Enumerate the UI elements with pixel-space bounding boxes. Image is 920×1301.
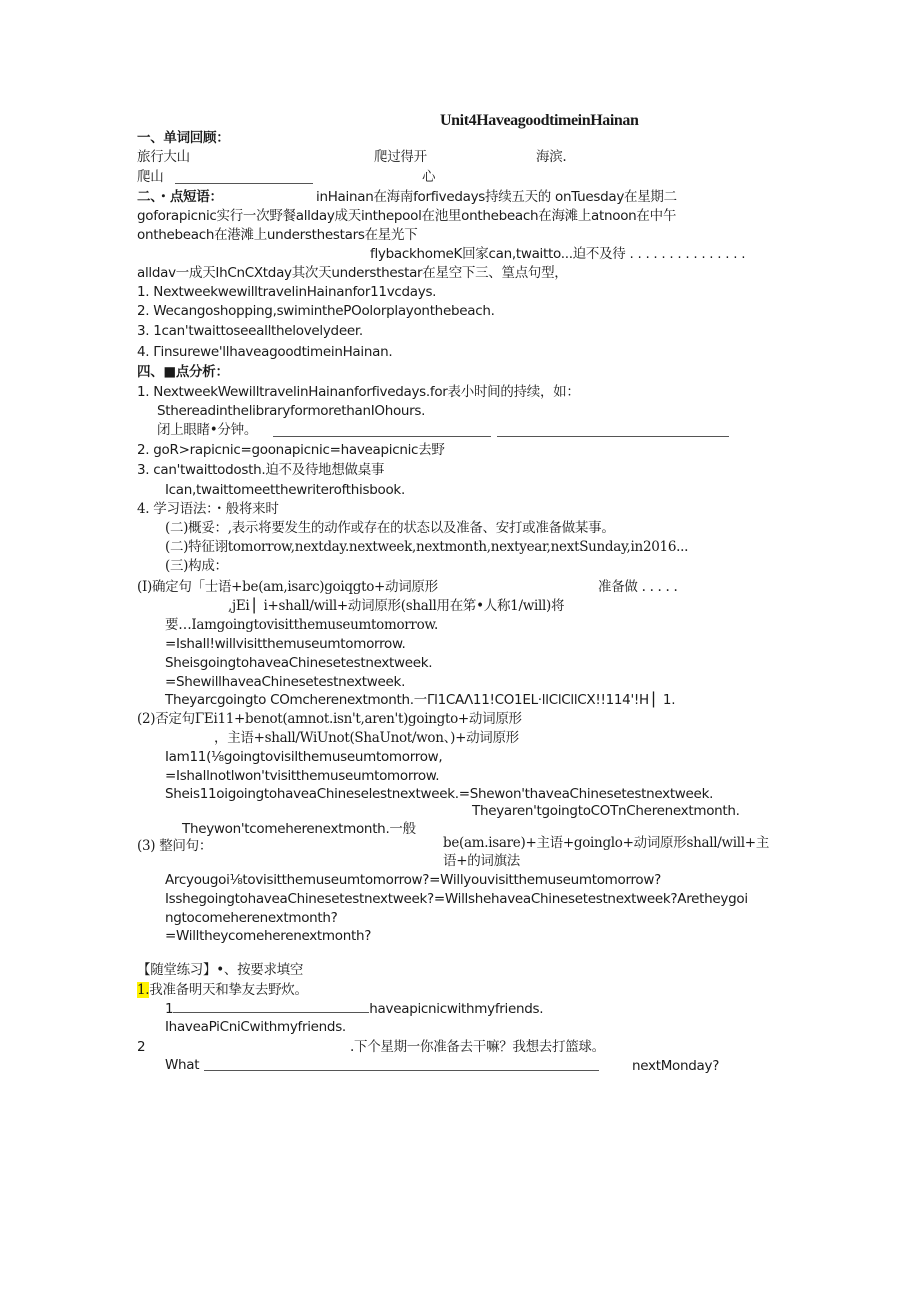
question-example-2: IsshegoingtohaveaChinesetestnextweek?=WillshehaveaChinesetestnextweek?Aretheygoi (165, 891, 748, 907)
question-example-3: ngtocomeherenextmonth? (165, 910, 338, 926)
affirmative-rule: (I)确定句「士语+be(am,isarc)goiqgto+动词原形 (137, 579, 438, 595)
question-example-4: =Willtheycomeherenextmonth? (165, 928, 372, 944)
practice-question-1 (137, 981, 308, 999)
affirmative-rule-2: ,jEi ▏i+shall/will+动词原形(shall用在笫•人称1/will)将 (228, 598, 565, 614)
question-number-highlight: 1. (137, 982, 150, 998)
section-vocab-heading: 一、单词回顾： (137, 130, 230, 146)
analysis-point-4: 4. 学习语法：・般将来时 (137, 501, 279, 517)
grammar-structure: (三)构成： (165, 558, 228, 574)
negative-example-2: =Ishallnotlwon'tvisitthemuseumtomorrow. (165, 768, 440, 784)
answer-1a-number: 1 (165, 1001, 174, 1017)
analysis-point-1: 1. NextweekWewilltravelinHainanforfivedays.for表小时间的持续，如： (137, 384, 580, 400)
vocab-blank[interactable] (175, 183, 313, 184)
vocab-item-5: 心 (422, 169, 436, 185)
negative-example-5: Theywon'tcomeherenextmonth.一般 (182, 821, 416, 837)
vocab-item-2: 爬过得开 (374, 149, 427, 165)
negative-example-1: Iam11(⅛goingtovisilthemuseumtomorrow, (165, 749, 443, 765)
practice-question-2: .下个星期一你准备去干嘛？我想去打篮球。 (350, 1039, 605, 1055)
practice-question-2-number: 2 (137, 1039, 146, 1055)
answer-2-blank[interactable] (204, 1070, 599, 1071)
vocab-item-4: 爬山 (137, 169, 164, 185)
affirmative-rule-meaning: 准备做 . . . . . (598, 579, 678, 595)
phrases-line-5: alldav一成天IhCnCXtday其次天understhestar在星空下三、篁点句型， (137, 265, 568, 281)
section-phrases-heading: 二、・点短语： (137, 189, 223, 205)
practice-question-1-text: 我准备明天和挚友去野炊。 (149, 982, 308, 998)
question-rule: (3) 整问句： (137, 838, 213, 854)
practice-answer-2-prefix: What (165, 1057, 200, 1073)
translate-blank-1[interactable] (273, 436, 491, 437)
analysis-point-3-example: Ican,twaittomeetthewriterofthisbook. (165, 482, 405, 498)
negative-rule: (2)否定句ΓEi11+benot(amnot.isn't,aren't)goingto+动词原形 (137, 711, 522, 727)
question-rule-form: be(am.isare)+主语+goinglo+动词原形shall/will+主 (443, 835, 770, 851)
analysis-point-3: 3. can'twaittodosth.迫不及待地想做桌事 (137, 462, 385, 478)
practice-heading: 【随堂练习】•、按要求填空 (137, 962, 304, 978)
grammar-overview: (二)概妥：,表示将要发生的动作或存在的状态以及准备、安打或准备做某事。 (165, 520, 615, 536)
page-title: Unit4HaveagoodtimeinHainan (440, 112, 639, 129)
practice-answer-2-suffix: nextMonday? (632, 1058, 720, 1074)
vocab-item-1: 旅行大山 (137, 149, 190, 165)
phrases-line-1: inHainan在海南forfivedays持续五天的 onTuesday在星期二 (316, 189, 677, 205)
phrases-line-3: onthebeach在港滩上understhestars在星光下 (137, 227, 418, 243)
vocab-item-3: 海滨. (536, 149, 567, 165)
affirmative-example-4: =ShewillhaveaChinesetestnextweek. (165, 674, 406, 690)
negative-example-4: Theyaren'tgoingtoCOTnCherenextmonth. (472, 803, 740, 819)
grammar-signals: (二)特征诩tomorrow,nextday.nextweek,nextmonth,nextyear,nextSunday,in2016... (165, 539, 689, 555)
practice-answer-1a (165, 1000, 543, 1018)
practice-answer-1b: IhaveaPiCniCwithmyfriends. (165, 1019, 346, 1035)
affirmative-example-5: Theyarcgoingto COmcherenextmonth.一Γl1CAΛ11!CO1EL·llClCllCX!!114'!H ▏1. (165, 692, 676, 708)
sentence-1: 1. NextweekwewilltravelinHainanfor11vcdays. (137, 284, 437, 300)
affirmative-example-2: =Ishall!willvisitthemuseumtomorrow. (165, 636, 406, 652)
question-example-1: Arcyougoi⅛tovisitthemuseumtomorrow?=Willyouvisitthemuseumtomorrow? (165, 872, 661, 888)
phrases-line-2: goforapicnic实行一次野餐allday成天inthepool在池里onthebeach在海滩上atnoon在中午 (137, 208, 677, 224)
answer-1a-blank[interactable] (173, 1000, 369, 1013)
sentence-4: 4. Γinsurewe'llhaveagoodtimeinHainan. (137, 344, 393, 360)
answer-1a-text: haveapicnicwithmyfriends. (369, 1001, 544, 1017)
sentence-3: 3. 1can'twaittoseeallthelovelydeer. (137, 323, 363, 339)
question-rule-form-2: 语+的词旗法 (443, 853, 521, 869)
affirmative-example-3: SheisgoingtohaveaChinesetestnextweek. (165, 655, 433, 671)
analysis-point-1-translate: 闭上眼睹•分钟。 (157, 422, 258, 438)
phrases-line-4: flybackhomeK回家can,twaitto...迫不及待 . . . . . . . . . . . . . . . (370, 246, 746, 262)
negative-rule-2: ，主语+shall/WiUnot(ShaUnot/won、)+动词原形 (214, 730, 519, 746)
analysis-point-1-example: SthereadinthelibraryformorethanIOhours. (157, 403, 426, 419)
analysis-point-2: 2. goR>rapicnic=goonapicnic=haveapicnic去野 (137, 442, 445, 458)
affirmative-example-1: 要…Iamgoingtovisitthemuseumtomorrow. (165, 617, 439, 633)
section-analysis-heading: 四、■点分析： (137, 364, 229, 380)
negative-example-3: Sheis11oigoingtohaveaChineselestnextweek.=Shewon'thaveaChinesetestnextweek. (165, 786, 714, 802)
sentence-2: 2. Wecangoshopping,swiminthePOolorplayonthebeach. (137, 303, 495, 319)
translate-blank-2[interactable] (497, 436, 729, 437)
